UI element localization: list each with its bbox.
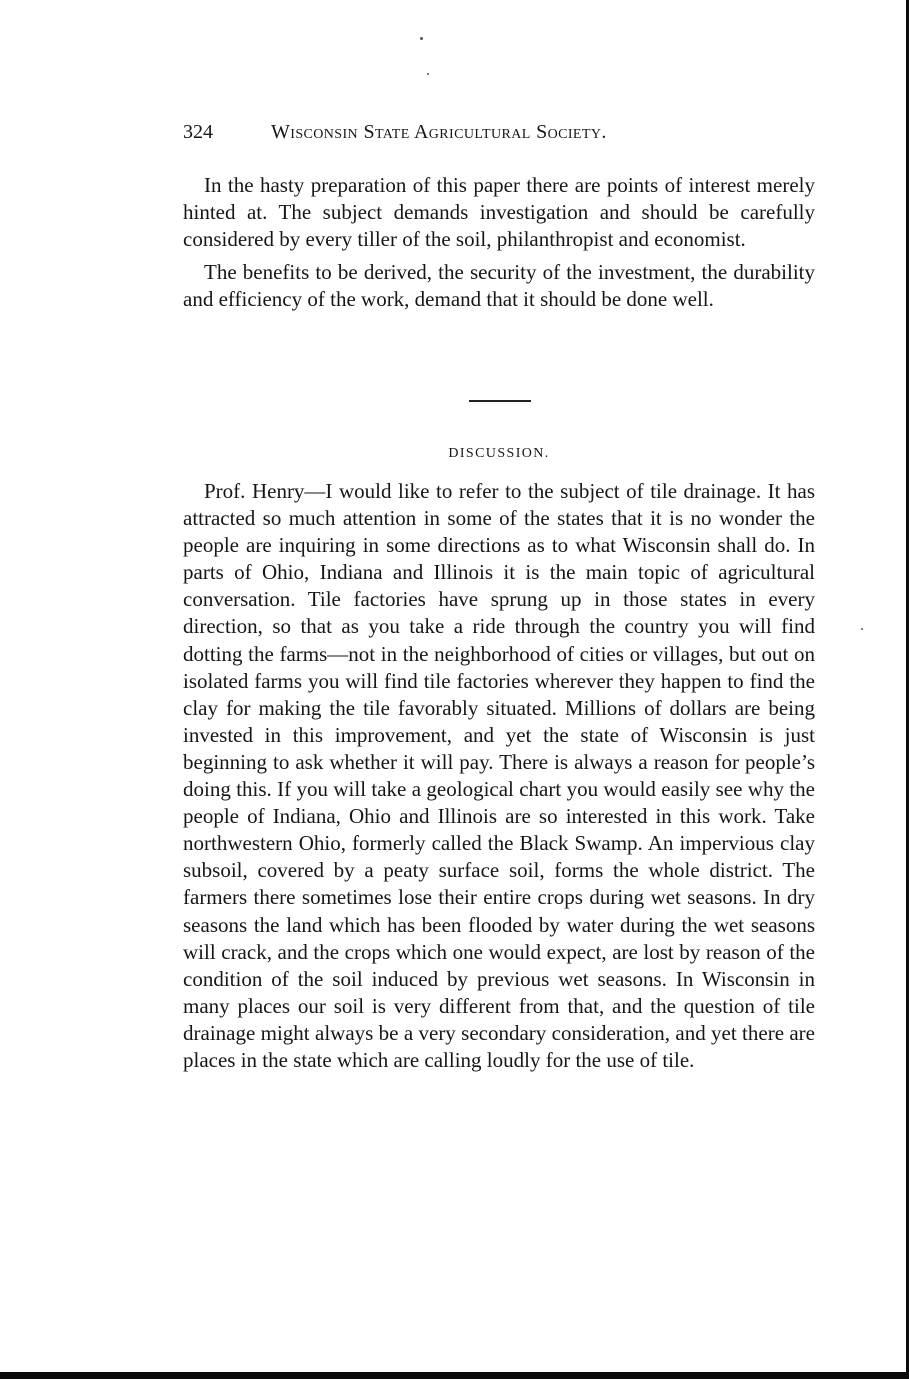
scan-speck	[420, 37, 423, 40]
running-title: Wisconsin State Agricultural Society.	[271, 121, 607, 143]
section-heading: DISCUSSION.	[448, 446, 550, 461]
scan-edge-bottom	[0, 1372, 909, 1379]
intro-paragraph: The benefits to be derived, the security of the investment, the durability and efficiency of the work, demand that it should be done well.	[183, 260, 815, 312]
intro-paragraph: In the hasty preparation of this paper there are points of interest merely hinted at. The subject demands investigation and should be carefully considered by every tiller of the soil, philanthropist and economist.	[183, 173, 815, 252]
discussion-text	[183, 478, 815, 1074]
running-header	[183, 118, 743, 146]
scan-speck	[427, 73, 429, 75]
intro-text	[183, 172, 815, 313]
page-number: 324	[183, 121, 213, 143]
section-divider-rule	[469, 400, 531, 402]
scan-speck	[861, 628, 863, 630]
discussion-paragraph: Prof. Henry—I would like to refer to the subject of tile drainage. It has attracted so much attention in some of the states that it is no wonder the people are inquiring in some directions as to what Wisconsin shall do. In parts of Ohio, Indiana and Illinois it is the main topic of agricultural conversation. Tile factories have sprung up in those states in every direction, so that as you take a ride through the country you will find dotting the farms—not in the neighborhood of cities or villages, but out on isolated farms you will find tile factories wherever they happen to find the clay for making the tile favorably situated. Millions of dollars are being invested in this improvement, and yet the state of Wisconsin is just beginning to ask whether it will pay. There is always a reason for people’s doing this. If you will take a geological chart you would easily see why the people of Indiana, Ohio and Illinois are so interested in this work. Take northwestern Ohio, formerly called the Black Swamp. An impervious clay subsoil, covered by a peaty surface soil, forms the whole district. The farmers there sometimes lose their entire crops during wet seasons. In dry seasons the land which has been flooded by water during the wet seasons will crack, and the crops which one would expect, are lost by reason of the condition of the soil induced by previous wet seasons. In Wisconsin in many places our soil is very different from that, and the question of tile drainage might always be a very secondary consideration, and yet there are places in the state which are calling loudly for the use of tile.	[183, 479, 815, 1072]
